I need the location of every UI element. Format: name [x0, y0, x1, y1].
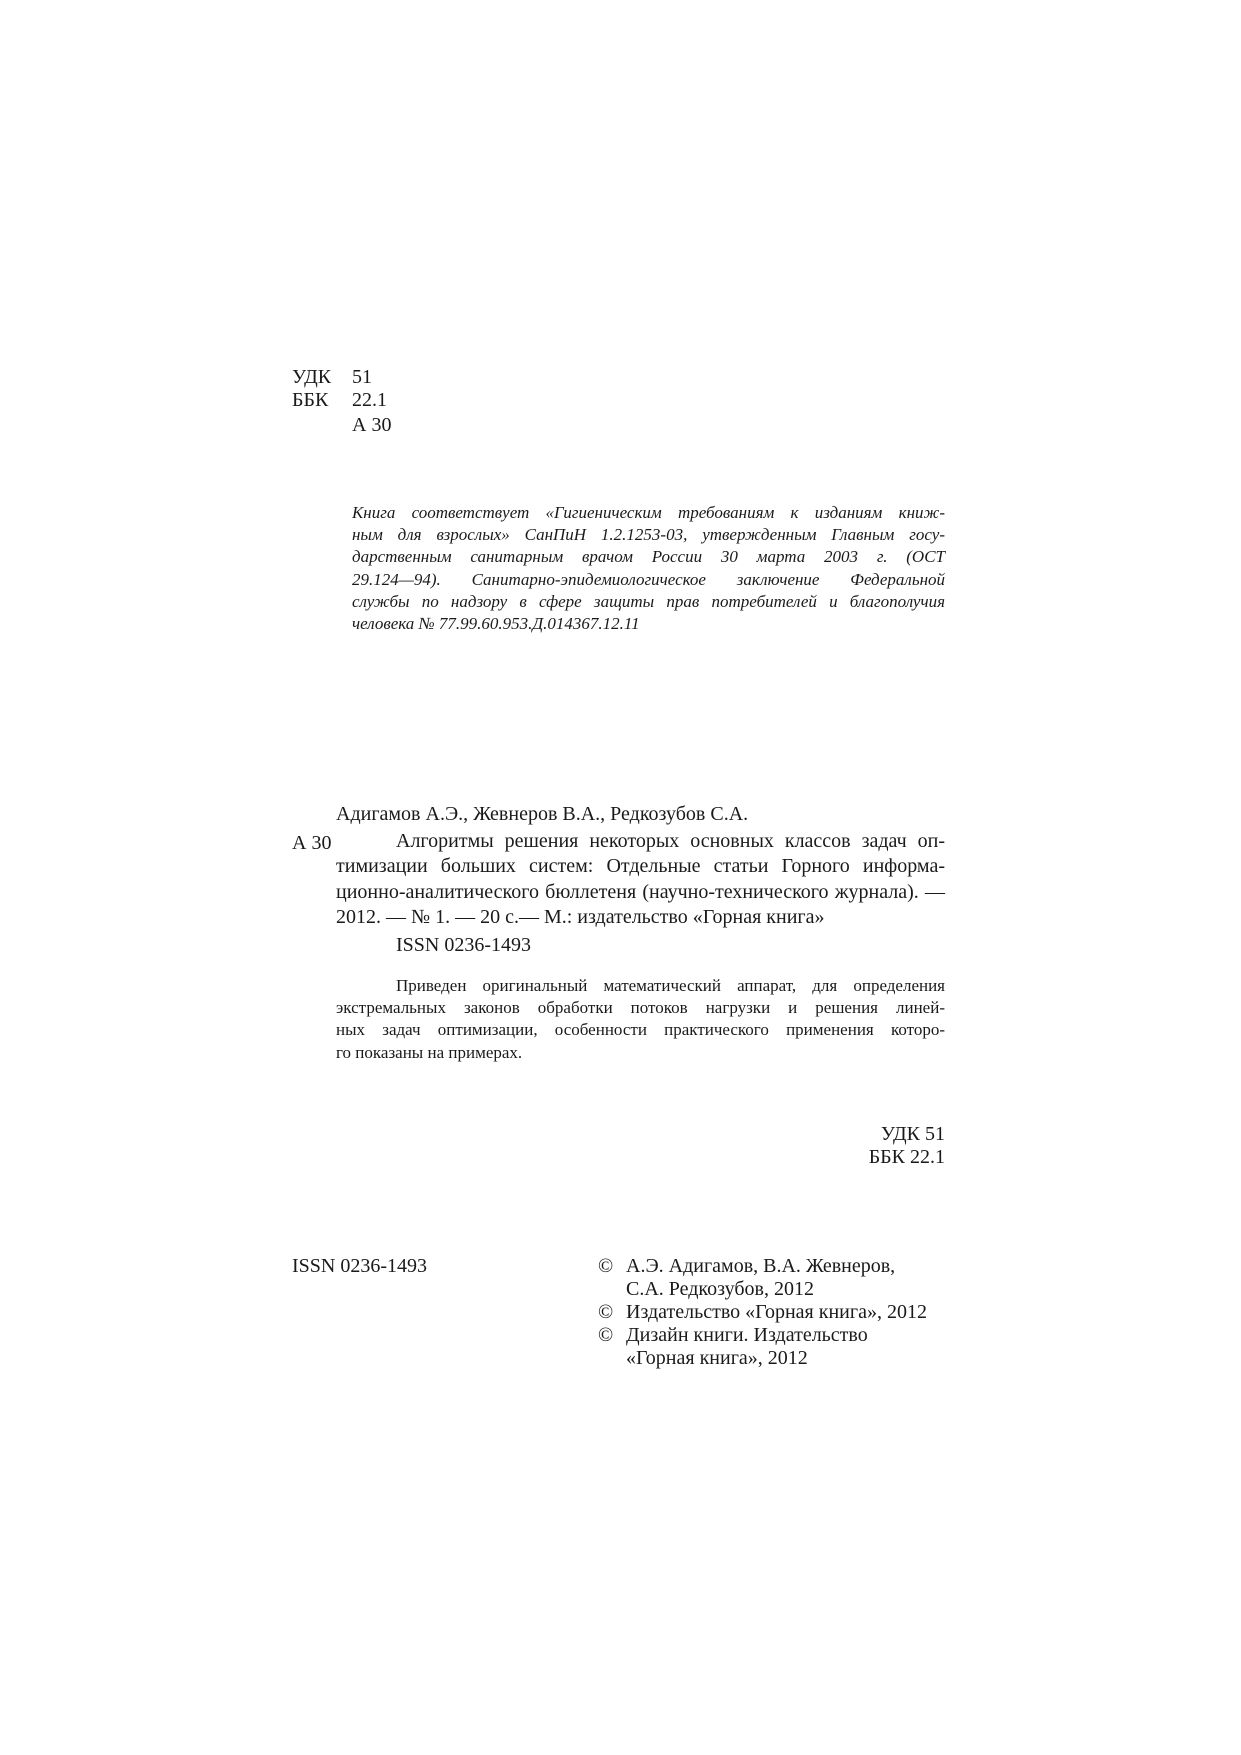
title-line: 2012. — № 1. — 20 с.— М.: издательство «Горная книга»	[336, 906, 825, 929]
notice-line: 29.124—94). Санитарно-эпидемиологическое заключение Федеральной	[352, 569, 945, 589]
copyright-entry	[598, 1255, 998, 1278]
copyright-symbol: ©	[598, 1301, 614, 1323]
annotation-line: ных задач оптимизации, особенности практического применения которо-	[336, 1020, 945, 1040]
annotation-line: экстремальных законов обработки потоков нагрузки и решения линей-	[336, 998, 945, 1018]
copyright-symbol: ©	[598, 1324, 614, 1346]
title-line: ционно-аналитического бюллетеня (научно-технического журнала). —	[336, 880, 945, 903]
copyright-line: А.Э. Адигамов, В.А. Жевнеров,	[626, 1255, 896, 1277]
title-line: Алгоритмы решения некоторых основных классов задач оп-	[396, 830, 945, 852]
udk-code: УДК 51	[880, 1123, 945, 1145]
copyright-line: Издательство «Горная книга», 2012	[626, 1301, 927, 1323]
notice-line: ным для взрослых» СанПиН 1.2.1253-03, утвержденным Главным госу-	[352, 525, 945, 545]
bbk-value: 22.1	[352, 389, 387, 411]
notice-line: дарственным санитарным врачом России 30 марта 2003 г. (ОСТ	[352, 547, 945, 567]
annotation-line: го показаны на примерах.	[336, 1042, 523, 1062]
notice-line: человека № 77.99.60.953.Д.014367.12.11	[352, 614, 640, 634]
record-issn: ISSN 0236-1493	[396, 934, 532, 956]
issn-bottom: ISSN 0236-1493	[292, 1255, 428, 1277]
copyright-entry	[598, 1324, 998, 1347]
copyright-symbol: ©	[598, 1255, 614, 1277]
udk-value: 51	[352, 366, 372, 388]
copyright-line: Дизайн книги. Издательство	[626, 1324, 868, 1346]
record-title	[336, 829, 945, 931]
notice-line: службы по надзору в сфере защиты прав потребителей и благополучия	[352, 591, 945, 611]
title-line: тимизации больших систем: Отдельные статьи Горного информа-	[336, 855, 945, 878]
copyright-block	[598, 1255, 998, 1370]
udk-label: УДК	[292, 366, 332, 388]
annotation-line: Приведен оригинальный математический аппарат, для определения	[396, 976, 945, 995]
bbk-code: ББК 22.1	[868, 1146, 945, 1168]
copyright-line: «Горная книга», 2012	[626, 1347, 808, 1369]
notice-line: Книга соответствует «Гигиеническим требованиям к изданиям книж-	[352, 503, 945, 522]
classification-codes	[869, 1123, 945, 1169]
record-authors: Адигамов А.Э., Жевнеров В.А., Редкозубов С.А.	[336, 803, 749, 825]
copyright-line: С.А. Редкозубов, 2012	[626, 1278, 814, 1300]
annotation	[336, 975, 945, 1064]
bbk-label: ББК	[292, 389, 329, 411]
record-mark: А 30	[292, 832, 332, 854]
author-mark: А 30	[352, 414, 392, 436]
sanitary-notice	[352, 502, 945, 635]
copyright-entry	[598, 1301, 998, 1324]
